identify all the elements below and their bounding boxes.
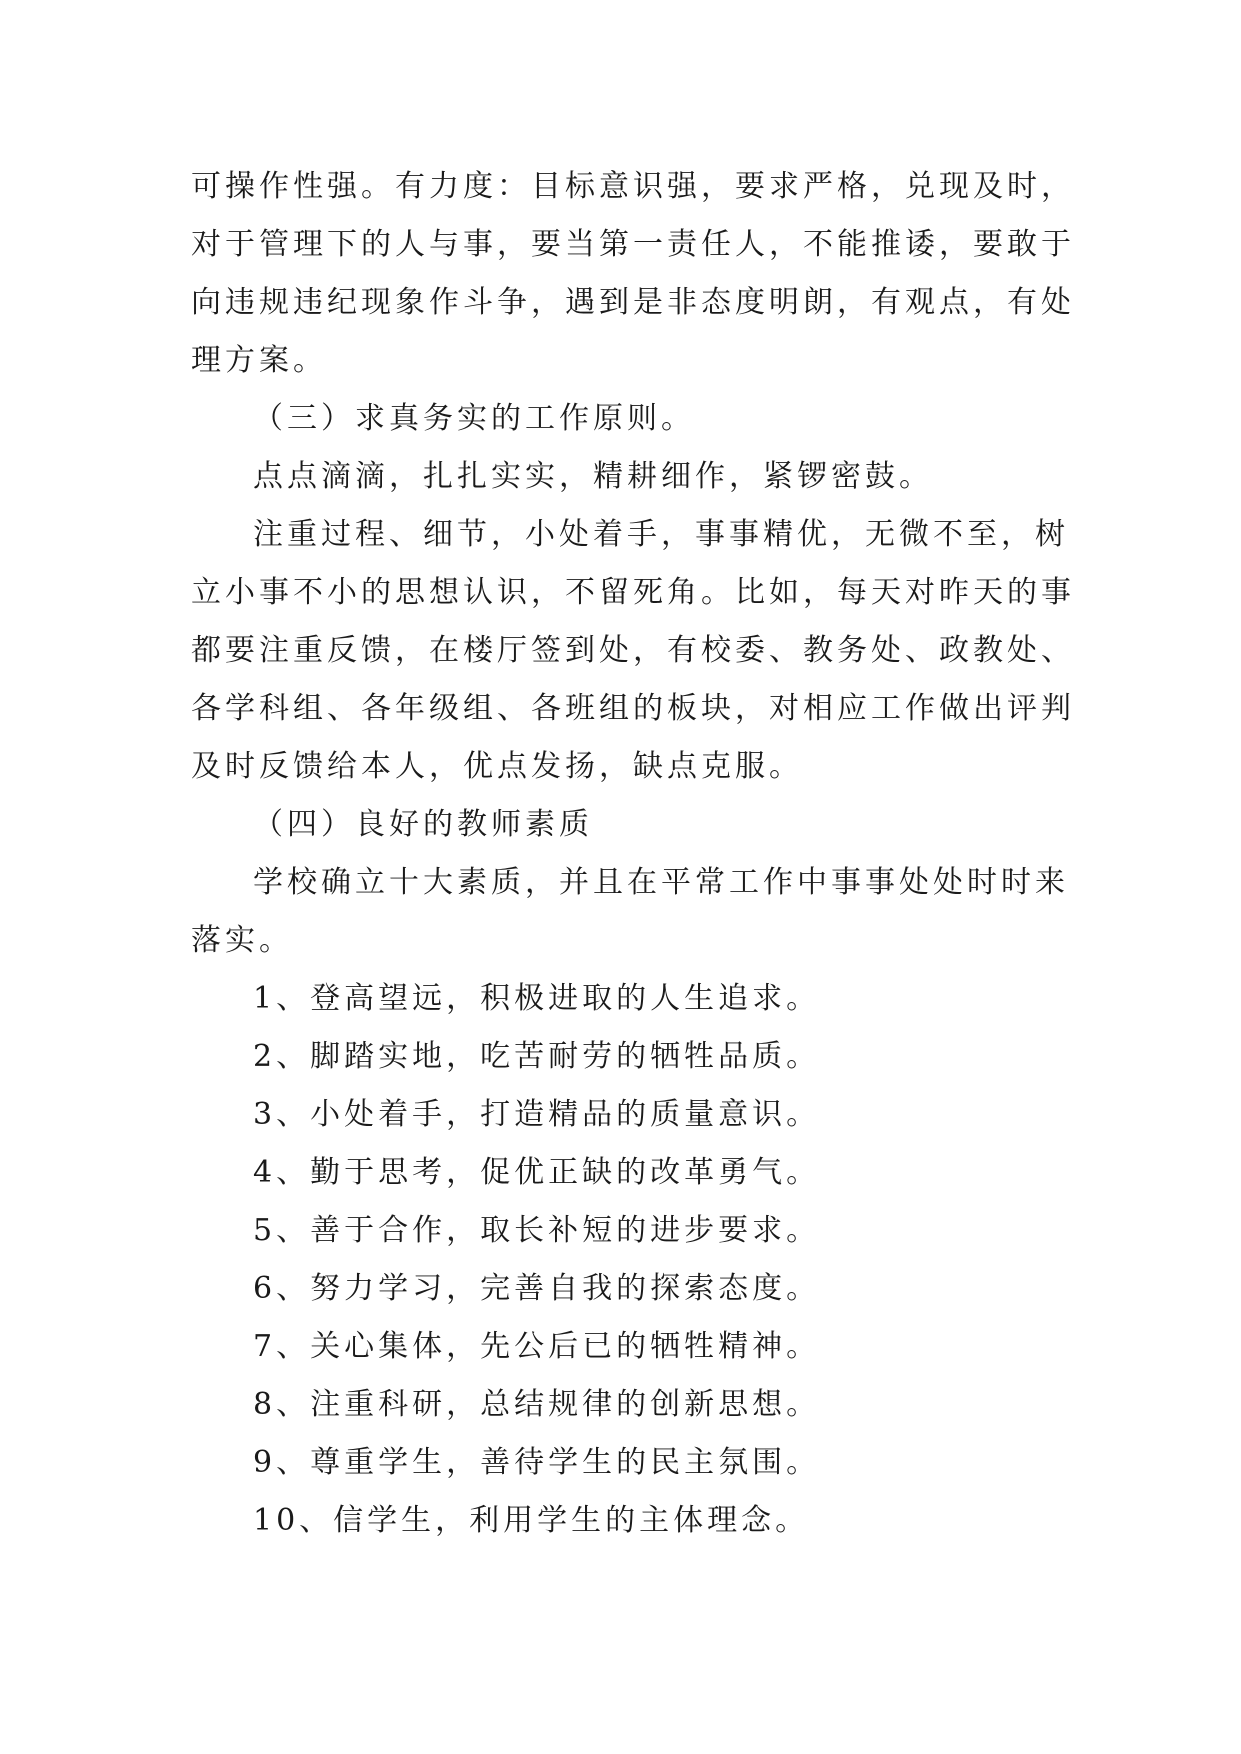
list-item: 4、勤于思考，促优正缺的改革勇气。: [253, 1155, 821, 1190]
list-item: 5、善于合作，取长补短的进步要求。: [253, 1213, 821, 1248]
text-line: 可操作性强。有力度：目标意识强，要求严格，兑现及时，: [191, 169, 1075, 204]
text-line: 注重过程、细节，小处着手，事事精优，无微不至，树: [253, 517, 1069, 552]
text-line: 及时反馈给本人，优点发扬，缺点克服。: [191, 749, 803, 784]
list-item: 9、尊重学生，善待学生的民主氛围。: [253, 1445, 821, 1480]
section-heading: （四）良好的教师素质: [253, 807, 593, 842]
section-heading: （三）求真务实的工作原则。: [253, 401, 695, 436]
text-line: 对于管理下的人与事，要当第一责任人，不能推诿，要敢于: [191, 227, 1075, 262]
list-item: 3、小处着手，打造精品的质量意识。: [253, 1097, 821, 1132]
list-item: 6、努力学习，完善自我的探索态度。: [253, 1271, 821, 1306]
text-line: 点点滴滴，扎扎实实，精耕细作，紧锣密鼓。: [253, 459, 933, 494]
text-line: 各学科组、各年级组、各班组的板块，对相应工作做出评判: [191, 691, 1075, 726]
list-item: 1、登高望远，积极进取的人生追求。: [253, 981, 821, 1016]
text-line: 理方案。: [191, 343, 327, 378]
text-line: 都要注重反馈，在楼厅签到处，有校委、教务处、政教处、: [191, 633, 1075, 668]
list-item: 7、关心集体，先公后已的牺牲精神。: [253, 1329, 821, 1364]
document-body: [191, 158, 1075, 1550]
list-item: 8、注重科研，总结规律的创新思想。: [253, 1387, 821, 1422]
text-line: 向违规违纪现象作斗争，遇到是非态度明朗，有观点，有处: [191, 285, 1075, 320]
list-item: 2、脚踏实地，吃苦耐劳的牺牲品质。: [253, 1039, 821, 1074]
text-line: 落实。: [191, 923, 293, 958]
text-line: 学校确立十大素质，并且在平常工作中事事处处时时来: [253, 865, 1069, 900]
text-line: 立小事不小的思想认识，不留死角。比如，每天对昨天的事: [191, 575, 1075, 610]
list-item: 10、信学生，利用学生的主体理念。: [253, 1503, 810, 1538]
